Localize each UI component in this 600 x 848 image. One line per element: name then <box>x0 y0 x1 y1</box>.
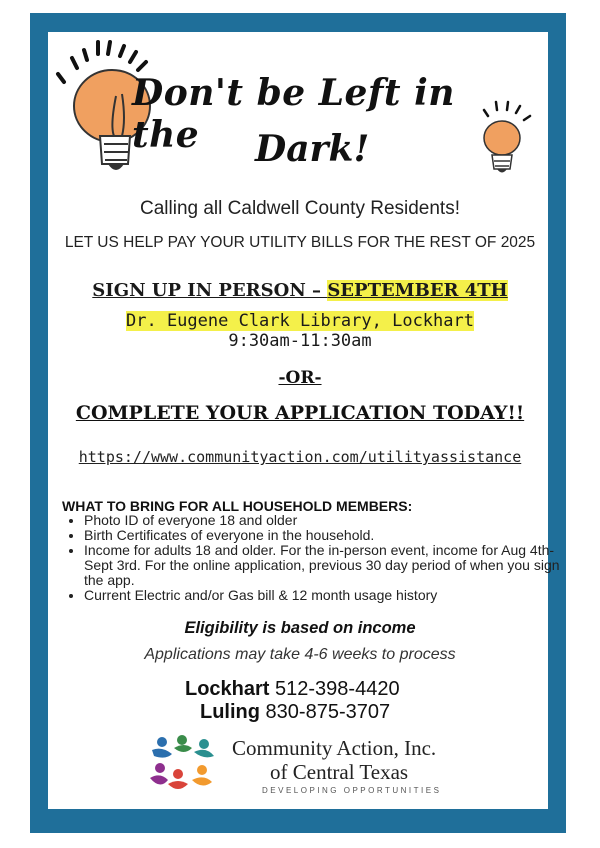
contact-lockhart <box>185 678 400 701</box>
signup-heading <box>0 280 600 301</box>
calling-residents: Calling all Caldwell County Residents! <box>140 198 460 219</box>
processing-note: Applications may take 4-6 weeks to process <box>144 646 456 663</box>
community-action-logo-icon <box>148 734 220 794</box>
contact-luling <box>200 701 390 724</box>
org-tagline: DEVELOPING OPPORTUNITIES <box>262 786 442 795</box>
headline-line-1: Don't be Left in the <box>132 72 455 156</box>
contact-phone: 830-875-3707 <box>265 701 391 723</box>
eligibility-note: Eligibility is based on income <box>184 619 416 637</box>
signup-date: SEPTEMBER 4TH <box>327 280 508 301</box>
signup-location-block <box>0 311 600 351</box>
org-name-line-2: of Central Texas <box>270 760 409 784</box>
list-item: • Income for adults 18 and older. For the in-person event, income for Aug 4th- Sept 3rd. For the online application, previous 30 day period of when you sign the app. <box>84 543 564 588</box>
bring-header: WHAT TO BRING FOR ALL HOUSEHOLD MEMBERS: <box>62 498 413 514</box>
contact-city: Lockhart <box>185 678 270 700</box>
list-item: • Current Electric and/or Gas bill & 12 month usage history <box>84 588 564 603</box>
help-pay-line: LET US HELP PAY YOUR UTILITY BILLS FOR THE REST OF 2025 <box>64 234 536 251</box>
contact-phone: 512-398-4420 <box>275 678 400 700</box>
signup-location: Dr. Eugene Clark Library, Lockhart <box>126 311 474 331</box>
signup-prefix: SIGN UP IN PERSON – <box>92 280 328 301</box>
list-item: • Birth Certificates of everyone in the household. <box>84 528 564 543</box>
or-divider: -OR- <box>278 368 322 388</box>
bring-list <box>62 513 564 603</box>
headline-line-2: Dark! <box>255 128 370 170</box>
contact-city: Luling <box>200 701 260 723</box>
application-url-link[interactable]: https://www.communityaction.com/utilityassistance <box>78 448 522 466</box>
list-item: • Photo ID of everyone 18 and older <box>84 513 564 528</box>
signup-time: 9:30am-11:30am <box>228 331 372 351</box>
complete-application-heading: COMPLETE YOUR APPLICATION TODAY!! <box>75 402 525 424</box>
org-name-line-1: Community Action, Inc. <box>232 736 437 760</box>
